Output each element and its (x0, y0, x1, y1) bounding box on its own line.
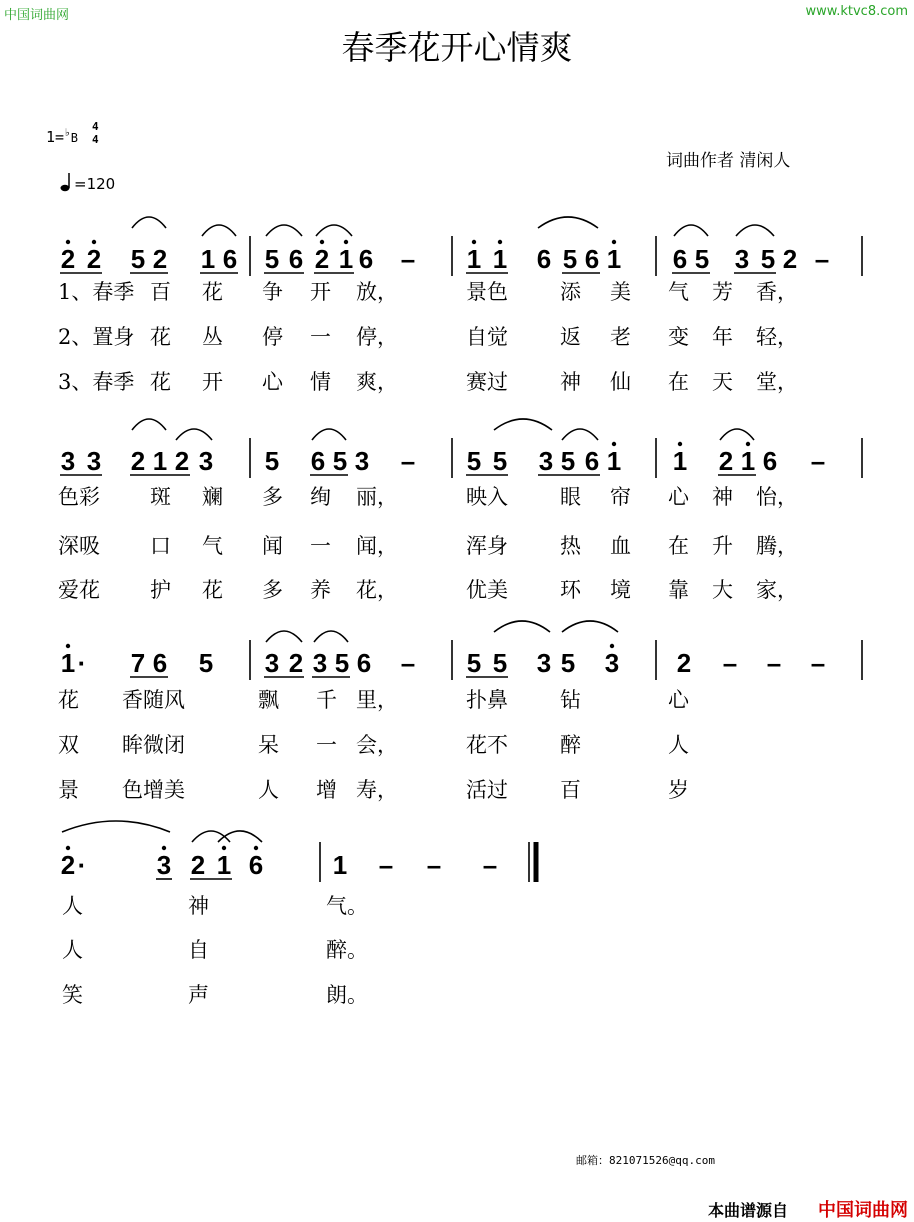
lyric-word: 人 (668, 733, 689, 757)
lyric-word: 变 (668, 325, 689, 349)
lyric-word: 在 (668, 534, 689, 558)
lyric-word: 养 (310, 578, 331, 602)
jianpu-note: 2 (718, 446, 734, 476)
footer-source-label: 本曲谱源自 (708, 1201, 789, 1220)
jianpu-note: 5 (492, 446, 508, 476)
jianpu-note: – (400, 244, 416, 274)
jianpu-note: 3 (734, 244, 750, 274)
jianpu-note: 5 (562, 244, 578, 274)
jianpu-note: 1 (466, 244, 482, 274)
jianpu-note: 3 (604, 648, 620, 678)
lyric-word: 心 (668, 485, 689, 509)
jianpu-note: 6 (536, 244, 552, 274)
jianpu-note: 5 (560, 446, 576, 476)
jianpu-note: 3 (86, 446, 102, 476)
lyric-word: 浑身 (466, 534, 508, 558)
lyric-word: 闻 (262, 534, 283, 558)
lyric-word: 岁 (668, 778, 689, 802)
lyric-word: 醉。 (326, 938, 368, 962)
lyric-word: 里， (356, 688, 398, 712)
lyric-word: 气 (668, 280, 689, 304)
lyric-word: 仙 (610, 370, 631, 394)
lyric-word: 会， (356, 733, 398, 757)
jianpu-note: – (400, 648, 416, 678)
lyric-word: 心 (262, 370, 283, 394)
jianpu-note: 5 (492, 648, 508, 678)
lyric-word: 在 (668, 370, 689, 394)
lyric-word: 斓 (202, 485, 223, 509)
lyric-word: 心 (668, 688, 689, 712)
jianpu-note: 2 (60, 244, 76, 274)
lyric-word: 百 (150, 280, 171, 304)
watermark-right: www.ktvc8.com (805, 4, 908, 19)
jianpu-note: 2 (130, 446, 146, 476)
jianpu-note: 1 (60, 648, 76, 678)
lyric-word: 醉 (560, 733, 581, 757)
jianpu-note: 5 (264, 244, 280, 274)
lyric-word: 护 (150, 578, 171, 602)
lyric-word: 腾， (756, 534, 798, 558)
lyric-word: 开 (202, 370, 223, 394)
jianpu-note: 5 (466, 446, 482, 476)
lyric-word: 笑 (62, 983, 83, 1007)
jianpu-note: 2 (190, 850, 206, 880)
jianpu-note: 1 (606, 446, 622, 476)
lyric-word: 2、置身 (58, 325, 135, 349)
jianpu-note: 6 (310, 446, 326, 476)
jianpu-note: 3 (60, 446, 76, 476)
lyric-word: 堂， (756, 370, 798, 394)
jianpu-note: 1 (606, 244, 622, 274)
lyric-word: 千 (316, 688, 337, 712)
lyric-word: 声 (188, 983, 209, 1007)
lyric-word: 斑 (150, 485, 171, 509)
jianpu-note: 2 (314, 244, 330, 274)
jianpu-note: 2 (676, 648, 692, 678)
lyric-word: 爱花 (58, 578, 100, 602)
lyric-word: 眼 (560, 485, 581, 509)
jianpu-note: 2 (60, 850, 76, 880)
key-prefix: 1= (46, 128, 65, 146)
jianpu-note: – (482, 850, 498, 880)
lyric-word: 气 (202, 534, 223, 558)
jianpu-note: 3 (354, 446, 370, 476)
jianpu-note: 3 (198, 446, 214, 476)
lyric-word: 钻 (560, 688, 581, 712)
lyric-word: 神 (560, 370, 581, 394)
lyric-word: 血 (610, 534, 631, 558)
jianpu-note: 6 (584, 244, 600, 274)
lyric-word: 爽， (356, 370, 398, 394)
lyric-word: 境 (610, 578, 631, 602)
jianpu-note: – (810, 446, 826, 476)
lyric-word: 扑鼻 (466, 688, 508, 712)
jianpu-note: 5 (760, 244, 776, 274)
jianpu-note: 6 (762, 446, 778, 476)
lyric-word: 1、春季 (58, 280, 135, 304)
jianpu-note: 2 (86, 244, 102, 274)
lyric-word: 环 (560, 578, 581, 602)
lyric-word: 放， (356, 280, 398, 304)
jianpu-note: 6 (288, 244, 304, 274)
lyric-word: 停 (262, 325, 283, 349)
jianpu-note: 6 (358, 244, 374, 274)
lyric-word: 添 (560, 280, 581, 304)
lyric-word: 老 (610, 325, 631, 349)
lyric-word: 人 (62, 894, 83, 918)
lyric-word: 停， (356, 325, 398, 349)
lyric-word: 映入 (466, 485, 508, 509)
jianpu-note: 3 (312, 648, 328, 678)
lyric-word: 3、春季 (58, 370, 135, 394)
jianpu-note: 1 (200, 244, 216, 274)
jianpu-note: – (426, 850, 442, 880)
jianpu-note: – (766, 648, 782, 678)
jianpu-note: 1 (216, 850, 232, 880)
jianpu-note: 3 (156, 850, 172, 880)
lyric-word: 人 (62, 938, 83, 962)
tempo-value: =120 (74, 175, 116, 193)
jianpu-note: · (77, 850, 87, 880)
lyric-word: 优美 (466, 578, 508, 602)
lyric-word: 人 (258, 778, 279, 802)
lyric-word: 飘 (258, 688, 279, 712)
lyric-word: 呆 (258, 733, 279, 757)
lyric-word: 口 (150, 534, 171, 558)
jianpu-note: 3 (264, 648, 280, 678)
lyric-word: 闻， (356, 534, 398, 558)
lyric-word: 香， (756, 280, 798, 304)
jianpu-note: 1 (332, 850, 348, 880)
lyric-word: 大 (712, 578, 733, 602)
lyric-word: 争 (262, 280, 283, 304)
lyric-word: 升 (712, 534, 733, 558)
key-flat: ♭ (64, 126, 71, 139)
song-title: 春季花开心情爽 (341, 28, 573, 67)
jianpu-note: – (378, 850, 394, 880)
jianpu-note: 6 (672, 244, 688, 274)
lyric-word: 开 (310, 280, 331, 304)
meter-bottom: 4 (92, 133, 99, 146)
lyric-word: 眸微闭 (122, 733, 185, 757)
lyric-word: 气。 (326, 894, 368, 918)
jianpu-note: 7 (130, 648, 146, 678)
jianpu-note: 5 (332, 446, 348, 476)
jianpu-note: 5 (198, 648, 214, 678)
lyric-word: 色彩 (58, 485, 100, 509)
lyric-word: 双 (58, 733, 79, 757)
jianpu-note: 2 (174, 446, 190, 476)
composer-credit: 词曲作者 清闲人 (666, 151, 791, 171)
lyric-word: 自觉 (466, 325, 508, 349)
jianpu-note: 5 (694, 244, 710, 274)
jianpu-note: 1 (492, 244, 508, 274)
lyric-word: 赛过 (466, 370, 508, 394)
jianpu-note: – (814, 244, 830, 274)
jianpu-note: 6 (152, 648, 168, 678)
jianpu-note: 2 (782, 244, 798, 274)
lyric-word: 怡， (756, 485, 798, 509)
lyric-word: 年 (712, 325, 733, 349)
meter-top: 4 (92, 120, 99, 133)
lyric-word: 百 (560, 778, 581, 802)
lyric-word: 朗。 (326, 983, 368, 1007)
lyric-word: 神 (712, 485, 733, 509)
jianpu-note: – (722, 648, 738, 678)
jianpu-note: 1 (338, 244, 354, 274)
lyric-word: 丛 (202, 325, 223, 349)
lyric-word: 一 (316, 733, 337, 757)
lyric-word: 花 (150, 370, 171, 394)
jianpu-note: 2 (152, 244, 168, 274)
lyric-word: 返 (560, 325, 581, 349)
lyric-word: 花 (150, 325, 171, 349)
jianpu-note: 1 (740, 446, 756, 476)
jianpu-note: 6 (222, 244, 238, 274)
lyric-word: 天 (712, 370, 733, 394)
jianpu-note: 5 (466, 648, 482, 678)
lyric-word: 神 (188, 894, 209, 918)
lyric-word: 景色 (466, 280, 508, 304)
lyric-word: 芳 (712, 280, 733, 304)
jianpu-note: 5 (334, 648, 350, 678)
lyric-word: 香随风 (122, 688, 185, 712)
jianpu-note: 6 (248, 850, 264, 880)
jianpu-note: – (810, 648, 826, 678)
jianpu-note: 2 (288, 648, 304, 678)
lyric-word: 花 (202, 578, 223, 602)
lyric-word: 花 (58, 688, 79, 712)
lyric-word: 花， (356, 578, 398, 602)
jianpu-note: · (77, 648, 87, 678)
lyric-word: 情 (310, 370, 331, 394)
jianpu-note: 6 (584, 446, 600, 476)
lyric-word: 景 (58, 778, 79, 802)
lyric-word: 热 (560, 534, 581, 558)
lyric-word: 自 (188, 938, 209, 962)
lyric-word: 绚 (310, 485, 331, 509)
key-note: B (70, 131, 78, 145)
jianpu-note: 1 (152, 446, 168, 476)
watermark-left: 中国词曲网 (4, 8, 70, 23)
lyric-word: 色增美 (122, 778, 185, 802)
jianpu-note: 5 (264, 446, 280, 476)
jianpu-note: 3 (536, 648, 552, 678)
lyric-word: 寿， (356, 778, 398, 802)
lyric-word: 增 (316, 778, 337, 802)
lyric-word: 美 (610, 280, 631, 304)
lyric-word: 花 (202, 280, 223, 304)
lyric-word: 靠 (668, 578, 689, 602)
jianpu-note: 5 (560, 648, 576, 678)
lyric-word: 家， (756, 578, 798, 602)
lyric-word: 帘 (610, 485, 631, 509)
footer-source-site: 中国词曲网 (818, 1200, 908, 1221)
lyric-word: 多 (262, 578, 283, 602)
lyric-word: 丽， (356, 485, 398, 509)
lyric-word: 轻， (756, 325, 798, 349)
footer-email: 邮箱：821071526@qq.com (576, 1154, 715, 1167)
lyric-word: 花不 (466, 733, 508, 757)
jianpu-note: 3 (538, 446, 554, 476)
lyric-word: 活过 (466, 778, 508, 802)
lyric-word: 一 (310, 325, 331, 349)
lyric-word: 深吸 (58, 534, 100, 558)
lyric-word: 多 (262, 485, 283, 509)
jianpu-note: 5 (130, 244, 146, 274)
jianpu-note: 1 (672, 446, 688, 476)
jianpu-note: 6 (356, 648, 372, 678)
lyric-word: 一 (310, 534, 331, 558)
jianpu-note: – (400, 446, 416, 476)
